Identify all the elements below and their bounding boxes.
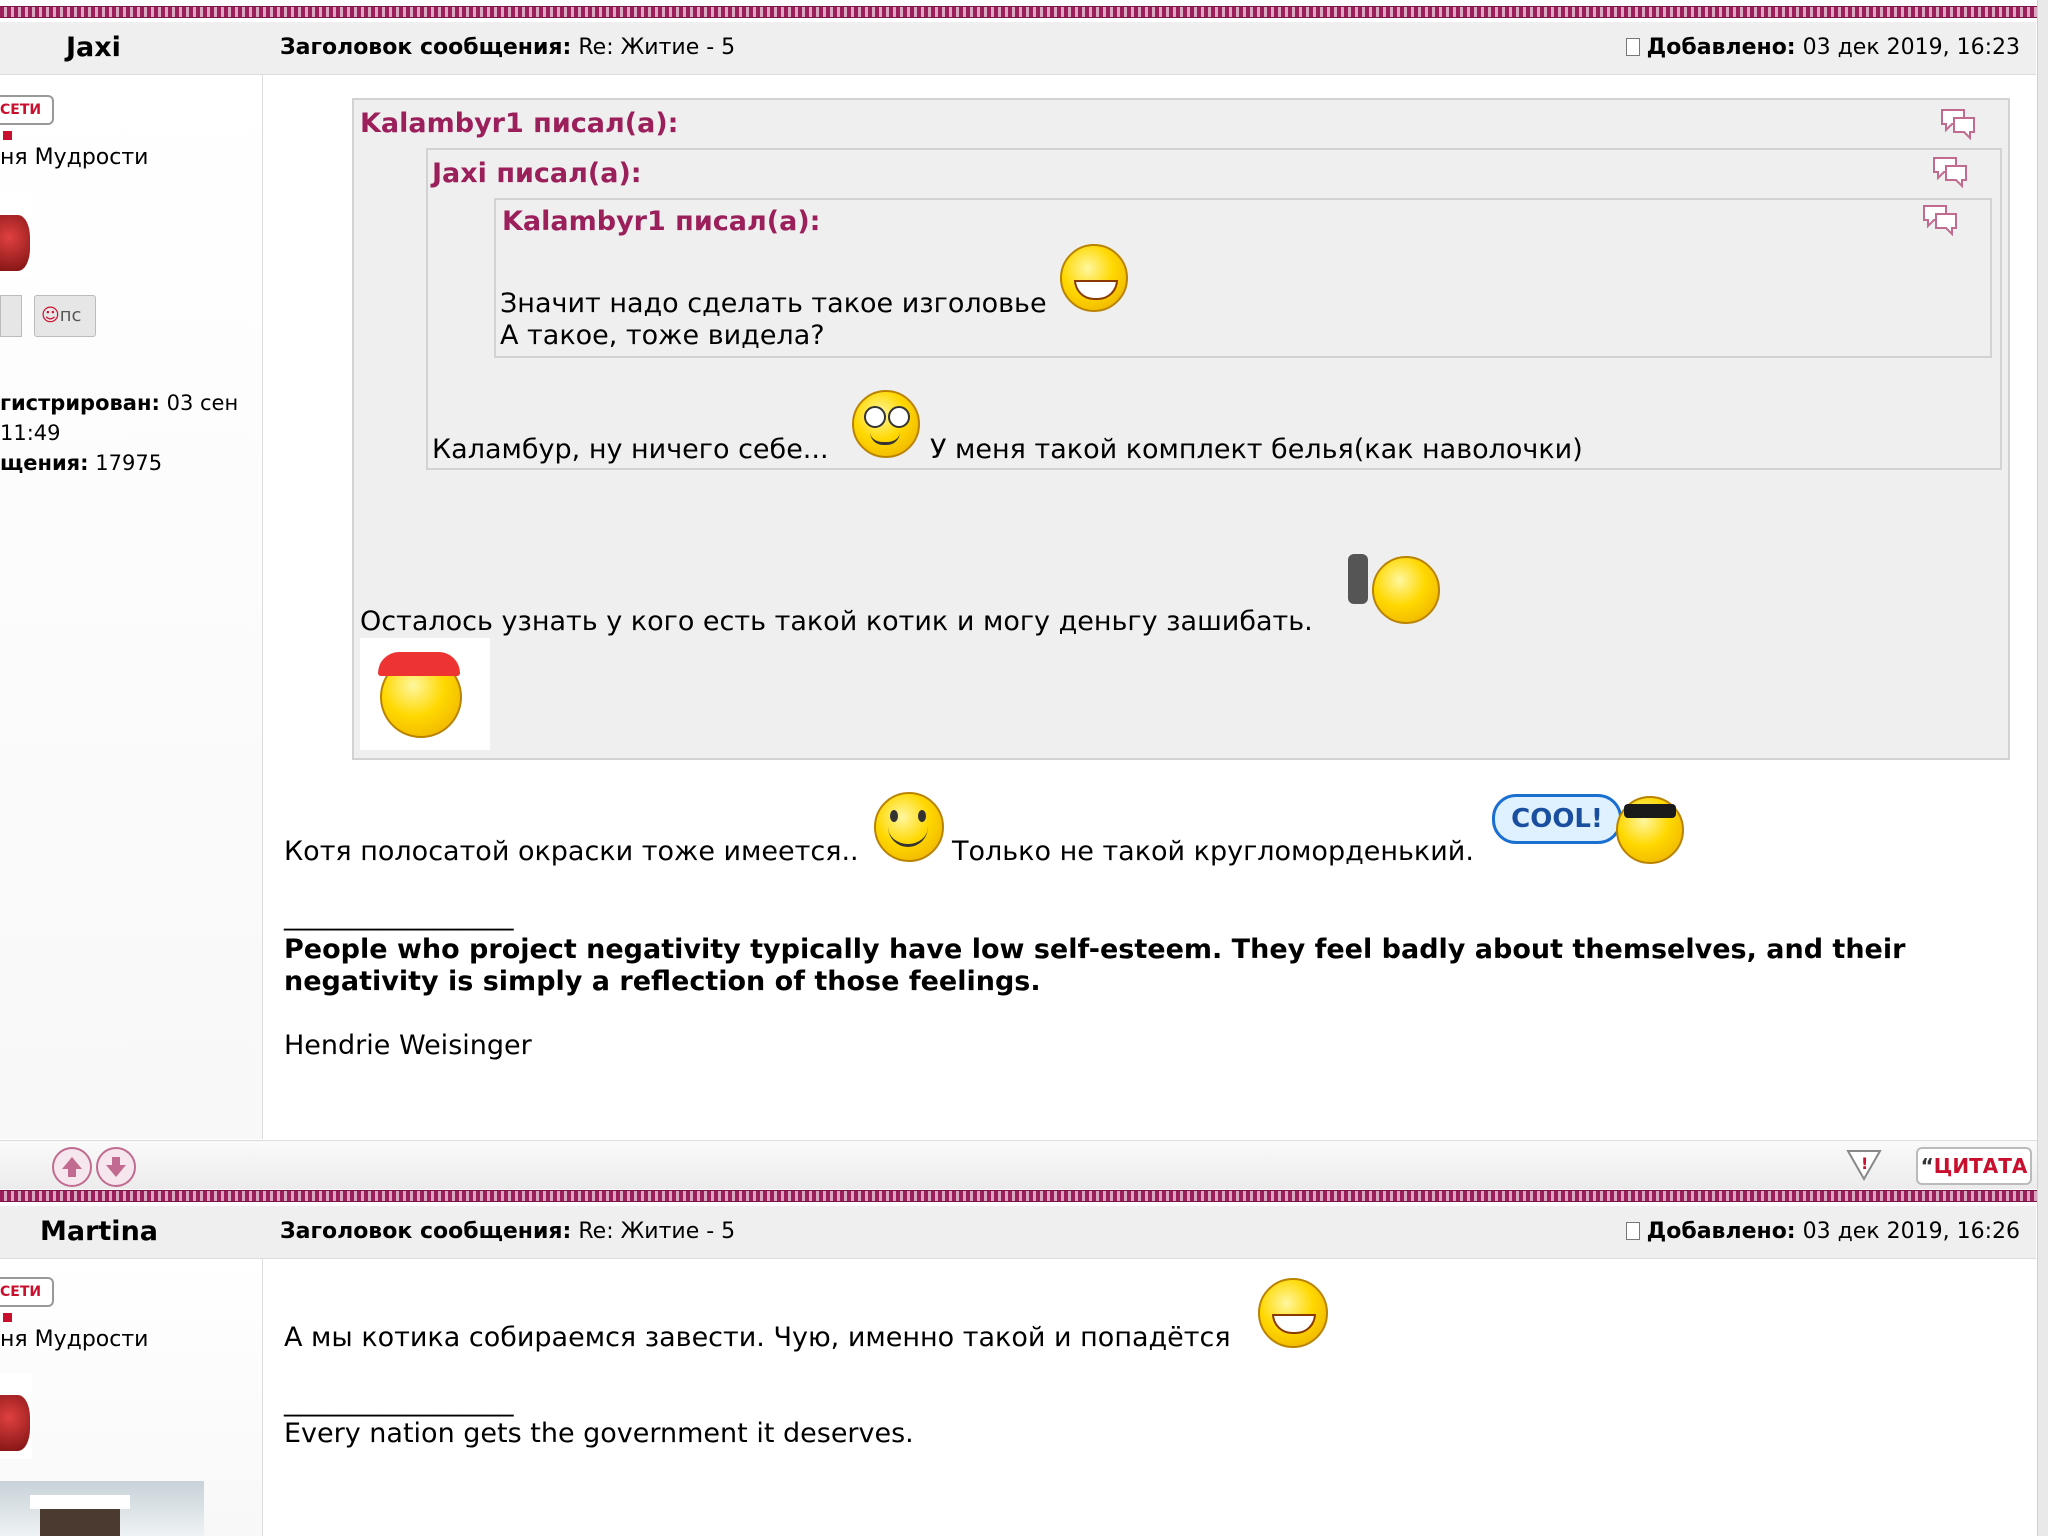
subject-label: Заголовок сообщения: bbox=[280, 1219, 572, 1244]
post2-text: А мы котика собираемся завести. Чую, именно такой и попадётся bbox=[284, 1322, 1231, 1353]
post2-profile bbox=[0, 1259, 263, 1536]
online-badge bbox=[0, 1277, 54, 1307]
laughing-smiley-icon bbox=[1060, 244, 1128, 312]
posts-value: 17975 bbox=[95, 451, 163, 475]
post2-body bbox=[264, 1259, 2036, 1536]
post1-author[interactable]: Jaxi bbox=[66, 32, 121, 63]
avatar bbox=[0, 1373, 32, 1459]
goggle-eyes-smiley-icon bbox=[852, 390, 920, 458]
registered-value: 03 сен bbox=[166, 391, 239, 415]
user-rank: ня Мудрости bbox=[0, 1327, 149, 1352]
quote-button-label: ЦИТАТА bbox=[1933, 1154, 2028, 1178]
svg-text:!: ! bbox=[1861, 1154, 1869, 1173]
quote-author: Jaxi писал(а): bbox=[432, 158, 642, 189]
post1-profile bbox=[0, 75, 263, 1139]
pm-label: пс bbox=[59, 305, 82, 326]
post1-header bbox=[264, 22, 2036, 75]
signature-author: Hendrie Weisinger bbox=[284, 1030, 532, 1061]
signature-line: _________________ bbox=[284, 900, 514, 931]
post2-header bbox=[264, 1206, 2036, 1259]
cool-smiley-icon bbox=[1490, 790, 1688, 862]
sick-smiley-image bbox=[360, 638, 490, 750]
online-badge-label: СЕТИ bbox=[0, 1284, 42, 1300]
reply-text-b: Только не такой кругломорденький. bbox=[952, 836, 1474, 867]
quote-reply-icon[interactable] bbox=[1920, 202, 1960, 240]
user-rank: ня Мудрости bbox=[0, 145, 149, 170]
page-icon[interactable] bbox=[1626, 38, 1640, 56]
post2-date bbox=[1626, 1219, 2020, 1244]
quote2-text-a: Каламбур, ну ничего себе... bbox=[432, 434, 829, 465]
added-label: Добавлено: bbox=[1646, 35, 1796, 60]
registered bbox=[0, 391, 238, 415]
rolling-laugh-smiley-icon bbox=[1346, 550, 1458, 626]
post1-date bbox=[1626, 35, 2020, 60]
post1-footer bbox=[0, 1140, 2048, 1189]
avatar bbox=[0, 191, 32, 277]
quote-mark-icon: “ bbox=[1920, 1154, 1934, 1178]
post-divider bbox=[0, 1190, 2048, 1202]
quote1-text: Осталось узнать у кого есть такой котик и могу деньгу зашибать. bbox=[360, 606, 1313, 637]
post1-subject bbox=[280, 35, 735, 60]
registered-time: 11:49 bbox=[0, 421, 61, 445]
post2-subject bbox=[280, 1219, 735, 1244]
post-divider-top bbox=[0, 6, 2048, 18]
pm-button[interactable] bbox=[34, 295, 96, 337]
post-count bbox=[0, 451, 162, 475]
arrow-down-icon[interactable] bbox=[96, 1147, 136, 1187]
post1-author-cell bbox=[0, 22, 264, 75]
added-label: Добавлено: bbox=[1646, 1219, 1796, 1244]
quote-reply-icon[interactable] bbox=[1938, 106, 1978, 144]
quote-button[interactable] bbox=[1916, 1147, 2032, 1185]
profile-icon[interactable] bbox=[0, 295, 22, 337]
added-value: 03 дек 2019, 16:23 bbox=[1802, 35, 2020, 60]
quote-author: Kalambyr1 писал(а): bbox=[360, 108, 679, 139]
quote3-line2: А такое, тоже видела? bbox=[500, 320, 825, 351]
report-icon[interactable] bbox=[1844, 1147, 1884, 1183]
cool-label: COOL! bbox=[1492, 794, 1622, 844]
arrow-up-icon[interactable] bbox=[52, 1147, 92, 1187]
signature-text: Every nation gets the government it deserves. bbox=[284, 1418, 914, 1449]
added-value: 03 дек 2019, 16:26 bbox=[1802, 1219, 2020, 1244]
signature-quote: People who project negativity typically have low self-esteem. They feel badly about themselves, and their negativity is simply a reflection of those feelings. bbox=[284, 934, 1906, 997]
online-badge bbox=[0, 95, 54, 125]
quote-author: Kalambyr1 писал(а): bbox=[502, 206, 821, 237]
post2-author[interactable]: Martina bbox=[40, 1216, 159, 1247]
user-photo bbox=[0, 1481, 204, 1536]
smile-icon bbox=[874, 792, 944, 862]
registered-label: гистрирован: bbox=[0, 391, 160, 415]
online-badge-label: СЕТИ bbox=[0, 102, 42, 118]
subject-value: Re: Житие - 5 bbox=[578, 35, 736, 60]
posts-label: щения: bbox=[0, 451, 89, 475]
quote2-text-b: У меня такой комплект белья(как наволочки) bbox=[930, 434, 1583, 465]
signature-line: _________________ bbox=[284, 1386, 514, 1417]
user-icon: ☺ bbox=[41, 305, 60, 326]
reply-text-a: Котя полосатой окраски тоже имеется.. bbox=[284, 836, 859, 867]
post2-author-cell bbox=[0, 1206, 264, 1259]
scrollbar[interactable] bbox=[2037, 0, 2048, 1536]
quote3-line1: Значит надо сделать такое изголовье bbox=[500, 288, 1047, 319]
page-icon[interactable] bbox=[1626, 1222, 1640, 1240]
quote-reply-icon[interactable] bbox=[1930, 154, 1970, 192]
subject-value: Re: Житие - 5 bbox=[578, 1219, 736, 1244]
laughing-smiley-icon bbox=[1258, 1278, 1328, 1348]
subject-label: Заголовок сообщения: bbox=[280, 35, 572, 60]
